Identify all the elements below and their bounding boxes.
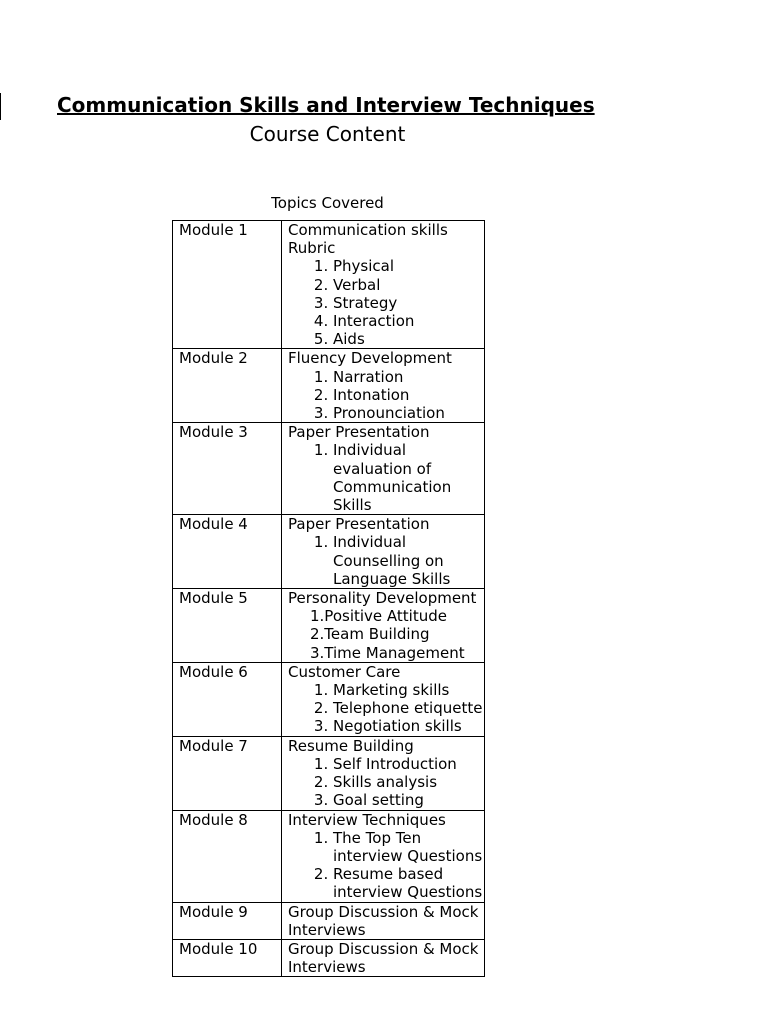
topic-cell bbox=[282, 589, 485, 663]
topic-list bbox=[288, 368, 484, 423]
topic-heading: Personality Development bbox=[288, 589, 477, 608]
list-item: 1. Narration bbox=[333, 368, 484, 386]
module-cell: Module 3 bbox=[173, 423, 282, 515]
topic-cell bbox=[282, 349, 485, 423]
topics-table bbox=[172, 220, 485, 977]
table-row bbox=[173, 423, 485, 515]
list-item: 2.Team Building bbox=[310, 625, 430, 644]
module-cell: Module 10 bbox=[173, 939, 282, 976]
topic-heading: Group Discussion & Mock Interviews bbox=[288, 902, 479, 939]
list-item: 1. The Top Ten interview Questions bbox=[333, 829, 484, 865]
module-cell: Module 1 bbox=[173, 221, 282, 349]
table-row bbox=[173, 939, 485, 976]
list-item: 1. Physical bbox=[333, 257, 484, 275]
list-item: 3. Strategy bbox=[333, 294, 484, 312]
module-cell: Module 6 bbox=[173, 662, 282, 736]
table-row bbox=[173, 349, 485, 423]
topic-list bbox=[288, 533, 484, 588]
module-cell: Module 9 bbox=[173, 902, 282, 939]
module-cell: Module 7 bbox=[173, 736, 282, 810]
list-item: 3. Pronounciation bbox=[333, 404, 484, 422]
document-subtitle: Course Content bbox=[249, 122, 406, 146]
topic-cell bbox=[282, 902, 485, 939]
table-row bbox=[173, 515, 485, 589]
list-item: 3. Goal setting bbox=[333, 791, 484, 809]
topic-heading: Fluency Development bbox=[288, 349, 452, 368]
list-item: 2. Intonation bbox=[333, 386, 484, 404]
table-row bbox=[173, 736, 485, 810]
list-item: 1.Positive Attitude bbox=[310, 607, 447, 626]
list-item: 2. Skills analysis bbox=[333, 773, 484, 791]
topic-heading: Resume Building bbox=[288, 736, 414, 755]
topic-list bbox=[288, 441, 484, 514]
module-cell: Module 8 bbox=[173, 810, 282, 902]
topic-heading: Paper Presentation bbox=[288, 423, 430, 442]
topic-cell bbox=[282, 736, 485, 810]
list-item: 5. Aids bbox=[333, 330, 484, 348]
list-item: 1. Marketing skills bbox=[333, 681, 484, 699]
list-item: 3.Time Management bbox=[310, 643, 465, 662]
topic-cell bbox=[282, 810, 485, 902]
table-row bbox=[173, 221, 485, 349]
topic-heading: Paper Presentation bbox=[288, 515, 430, 534]
table-row bbox=[173, 662, 485, 736]
list-item: 2. Telephone etiquette bbox=[333, 699, 484, 717]
topic-cell bbox=[282, 662, 485, 736]
topic-heading: Interview Techniques bbox=[288, 810, 446, 829]
document-title: Communication Skills and Interview Techniques bbox=[57, 93, 595, 117]
table-row bbox=[173, 589, 485, 663]
table-row bbox=[173, 902, 485, 939]
module-cell: Module 4 bbox=[173, 515, 282, 589]
module-cell: Module 2 bbox=[173, 349, 282, 423]
topic-cell bbox=[282, 939, 485, 976]
list-item: 3. Negotiation skills bbox=[333, 717, 484, 735]
table-caption: Topics Covered bbox=[271, 194, 384, 212]
topic-cell bbox=[282, 221, 485, 349]
text-cursor bbox=[0, 93, 1, 120]
topic-list bbox=[288, 257, 484, 348]
topic-heading: Group Discussion & Mock Interviews bbox=[288, 939, 479, 977]
list-item: 2. Verbal bbox=[333, 276, 484, 294]
topic-heading: Communication skills Rubric bbox=[288, 221, 448, 258]
list-item: 1. Self Introduction bbox=[333, 755, 484, 773]
topic-list bbox=[288, 755, 484, 810]
list-item: 1. Individual Counselling on Language Skills bbox=[333, 533, 484, 588]
topic-list bbox=[288, 681, 484, 736]
table-row bbox=[173, 810, 485, 902]
module-cell: Module 5 bbox=[173, 589, 282, 663]
topic-cell bbox=[282, 515, 485, 589]
topic-heading: Customer Care bbox=[288, 662, 401, 681]
list-item: 4. Interaction bbox=[333, 312, 484, 330]
topic-cell bbox=[282, 423, 485, 515]
list-item: 2. Resume based interview Questions bbox=[333, 865, 484, 901]
list-item: 1. Individual evaluation of Communication Skills bbox=[333, 441, 484, 514]
topic-list bbox=[288, 829, 484, 902]
